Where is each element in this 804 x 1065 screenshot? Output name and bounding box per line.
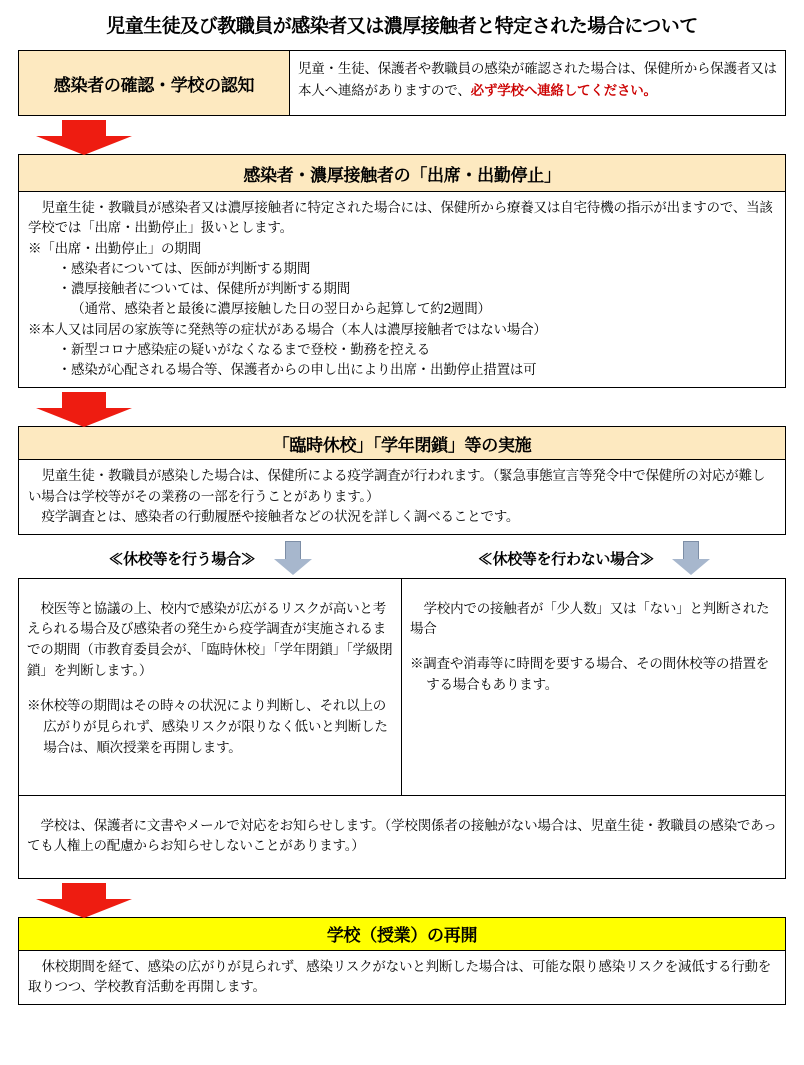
step1-text: 児童・生徒、保護者や教職員の感染が確認された場合は、保健所から保護者又は本人へ連絡がありますので、 [298, 61, 777, 98]
step2-line-2: ・感染者については、医師が判断する期間 [57, 260, 311, 276]
case-right-line-0: 学校内での接触者が「少人数」又は「ない」と判断された場合 [410, 600, 770, 637]
case-right-box [402, 578, 786, 796]
step1-row [18, 50, 786, 116]
case-left-box [18, 578, 402, 796]
step4-body [18, 951, 786, 1006]
step2-line-3: ・濃厚接触者については、保健所が判断する期間 [57, 281, 351, 296]
step2-section [18, 154, 786, 388]
case-left-header [18, 541, 402, 575]
down-arrow-icon [36, 883, 132, 917]
down-arrow-small-icon [672, 541, 710, 575]
case-right-line-1: ※調査や消毒等に時間を要する場合、その間休校等の措置をする場合もあります。 [410, 655, 770, 692]
arrow-step1-to-step2 [18, 120, 786, 154]
case-left-label: ≪休校等を行う場合≫ [108, 550, 256, 568]
down-arrow-small-icon [274, 541, 312, 575]
step1-label: 感染者の確認・学校の認知 [18, 50, 290, 116]
down-arrow-icon [36, 120, 132, 154]
case-left-line-1: ※休校等の期間はその時々の状況により判断し、それ以上の広がりが見られず、感染リスクが限りなく低いと判断した場合は、順次授業を再開します。 [27, 697, 388, 755]
step1-body [290, 50, 786, 116]
step2-body [18, 192, 786, 388]
step4-text: 休校期間を経て、感染の広がりが見られず、感染リスクがないと判断した場合は、可能な限り感染リスクを減低する行動を取りつつ、学校教育活動を再開します。 [28, 958, 772, 995]
step3-line-0: 児童生徒・教職員が感染した場合は、保健所による疫学調査が行われます。（緊急事態宣言等発令中で保健所の対応が難しい場合は学校等がその業務の一部を行うことがあります。） [28, 468, 766, 504]
case-detail-row [18, 578, 786, 796]
case-right-label: ≪休校等を行わない場合≫ [477, 550, 655, 568]
step4-header: 学校（授業）の再開 [18, 917, 786, 951]
step4-section [18, 917, 786, 1006]
step2-line-4: （通常、感染者と最後に濃厚接触した日の翌日から起算して約2週間） [71, 301, 491, 317]
arrow-step2-to-step3 [18, 392, 786, 426]
step2-line-1: ※「出席・出勤停止」の期間 [28, 240, 201, 256]
down-arrow-icon [36, 392, 132, 426]
step2-line-6: ・新型コロナ感染症の疑いがなくなるまで登校・勤務を控える [57, 341, 431, 357]
page-title: 児童生徒及び教職員が感染者又は濃厚接触者と特定された場合について [106, 16, 698, 37]
step2-line-7: ・感染が心配される場合等、保護者からの申し出により出席・出勤停止措置は可 [57, 362, 537, 377]
step3-section [18, 426, 786, 879]
step3-line-1: 疫学調査とは、感染者の行動履歴や接触者などの状況を詳しく調べることです。 [41, 508, 520, 524]
step3-header: 「臨時休校」「学年閉鎖」等の実施 [18, 426, 786, 460]
step1-emphasis: 必ず学校へ連絡してください。 [470, 82, 657, 98]
step2-header: 感染者・濃厚接触者の「出席・出勤停止」 [18, 154, 786, 192]
step3-body [18, 460, 786, 535]
step3-note-text: 学校は、保護者に文書やメールで対応をお知らせします。（学校関係者の接触がない場合は、児童生徒・教職員の感染であっても人権上の配慮からお知らせしないことがあります。） [27, 817, 777, 854]
step2-line-5: ※本人又は同居の家族等に発熱等の症状がある場合（本人は濃厚接触者ではない場合） [28, 321, 547, 337]
case-labels-row [18, 541, 786, 575]
case-left-line-0: 校医等と協議の上、校内で感染が広がるリスクが高いと考えられる場合及び感染者の発生から疫学調査が実施されるまでの期間（市教育委員会が、「臨時休校」「学年閉鎖」「学級閉鎖」を判断します。） [27, 600, 393, 679]
case-right-header [402, 541, 786, 575]
step3-note [18, 796, 786, 879]
step2-line-0: 児童生徒・教職員が感染者又は濃厚接触者に特定された場合には、保健所から療養又は自宅待機の指示が出ますので、当該学校では「出席・出勤停止」扱いとします。 [28, 200, 773, 236]
arrow-step3-to-step4 [18, 883, 786, 917]
